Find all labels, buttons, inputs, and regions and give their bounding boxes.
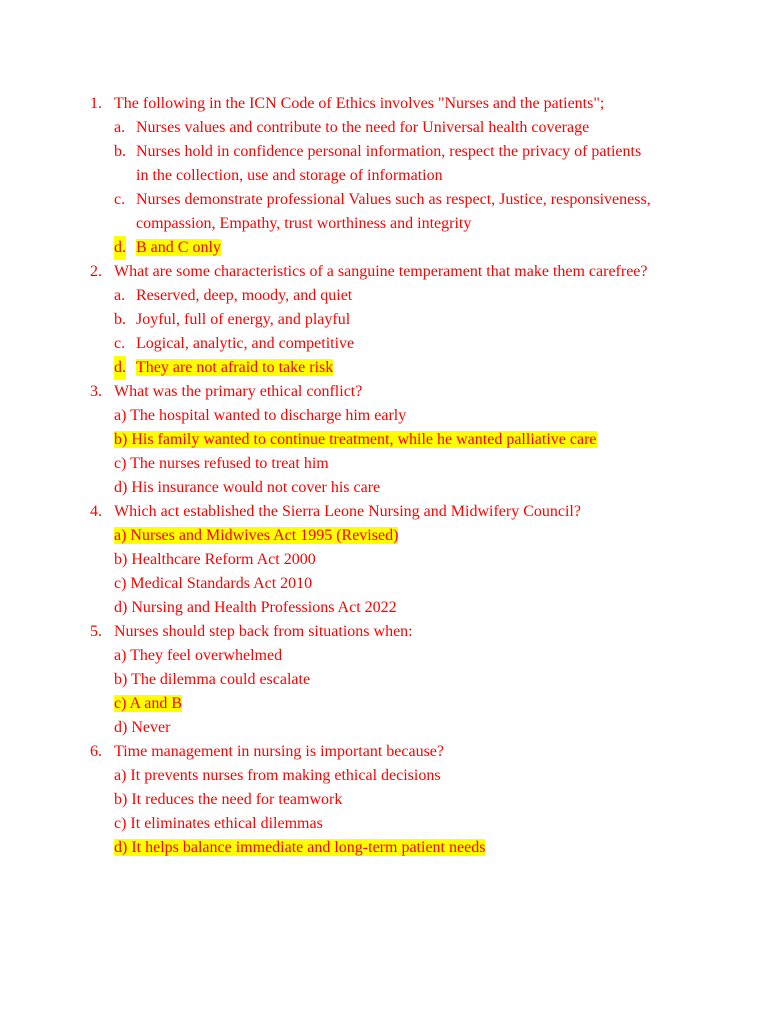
question-2 xyxy=(0,260,674,284)
option-text: b) It reduces the need for teamwork xyxy=(114,791,343,808)
option xyxy=(0,140,656,188)
question-6 xyxy=(0,740,674,764)
option xyxy=(0,452,674,476)
option-answer xyxy=(0,236,656,260)
option-text: d) Nursing and Health Professions Act 2022 xyxy=(114,599,397,616)
option-text: a) They feel overwhelmed xyxy=(114,647,283,664)
question-number: 4. xyxy=(90,503,102,520)
option xyxy=(0,332,656,356)
option xyxy=(0,812,674,836)
question-number: 3. xyxy=(90,383,102,400)
option-text: b) Healthcare Reform Act 2000 xyxy=(114,551,316,568)
option-text: Nurses values and contribute to the need for Universal health coverage xyxy=(136,119,590,136)
option-text: Reserved, deep, moody, and quiet xyxy=(136,287,353,304)
option-text-highlighted: a) Nurses and Midwives Act 1995 (Revised) xyxy=(114,527,399,544)
option-letter: d. xyxy=(114,236,126,260)
option-letter: b. xyxy=(114,143,126,160)
option-text: c) It eliminates ethical dilemmas xyxy=(114,815,323,832)
option-letter: a. xyxy=(114,119,126,136)
question-number: 5. xyxy=(90,623,102,640)
question-number: 6. xyxy=(90,743,102,760)
option-text: d) His insurance would not cover his care xyxy=(114,479,381,496)
option-text-highlighted: b) His family wanted to continue treatment, while he wanted palliative care xyxy=(114,431,597,448)
option-text: Nurses hold in confidence personal information, respect the privacy of patients in the collection, use and storage of information xyxy=(136,143,642,184)
question-4 xyxy=(0,500,674,524)
option-text: Joyful, full of energy, and playful xyxy=(136,311,351,328)
option xyxy=(0,188,656,236)
option xyxy=(0,572,674,596)
option-text: Logical, analytic, and competitive xyxy=(136,335,355,352)
option-letter: b. xyxy=(114,311,126,328)
question-number: 2. xyxy=(90,263,102,280)
option-answer xyxy=(0,356,656,380)
option-letter: c. xyxy=(114,335,126,352)
option-answer xyxy=(0,524,674,548)
question-number: 1. xyxy=(90,95,102,112)
option xyxy=(0,476,674,500)
option-text-highlighted: c) A and B xyxy=(114,695,182,712)
option-text-highlighted: B and C only xyxy=(136,239,221,256)
question-text: The following in the ICN Code of Ethics involves "Nurses and the patients"; xyxy=(114,95,605,112)
question-text: What are some characteristics of a sanguine temperament that make them carefree? xyxy=(114,263,648,280)
option-text: a) The hospital wanted to discharge him early xyxy=(114,407,407,424)
option xyxy=(0,284,656,308)
option xyxy=(0,308,656,332)
question-text: What was the primary ethical conflict? xyxy=(114,383,363,400)
option-text: a) It prevents nurses from making ethical decisions xyxy=(114,767,441,784)
option xyxy=(0,788,674,812)
option-text: Nurses demonstrate professional Values such as respect, Justice, responsiveness, compassion, Empathy, trust worthiness and integrity xyxy=(136,191,651,232)
option-text: c) Medical Standards Act 2010 xyxy=(114,575,313,592)
option xyxy=(0,548,674,572)
option xyxy=(0,116,656,140)
option-letter: c. xyxy=(114,191,126,208)
option-answer xyxy=(0,836,674,860)
option xyxy=(0,596,674,620)
option xyxy=(0,764,674,788)
question-text: Nurses should step back from situations when: xyxy=(114,623,413,640)
question-1 xyxy=(0,92,674,116)
option xyxy=(0,668,674,692)
option xyxy=(0,716,674,740)
option-letter: a. xyxy=(114,287,126,304)
option-answer xyxy=(0,692,674,716)
option-text-highlighted: They are not afraid to take risk xyxy=(136,359,334,376)
question-text: Time management in nursing is important because? xyxy=(114,743,445,760)
option-letter: d. xyxy=(114,356,126,380)
question-text: Which act established the Sierra Leone Nursing and Midwifery Council? xyxy=(114,503,581,520)
option xyxy=(0,644,674,668)
option-answer xyxy=(0,428,674,452)
option-text-highlighted: d) It helps balance immediate and long-term patient needs xyxy=(114,839,486,856)
option-text: c) The nurses refused to treat him xyxy=(114,455,329,472)
option-text: d) Never xyxy=(114,719,171,736)
question-5 xyxy=(0,620,674,644)
option-text: b) The dilemma could escalate xyxy=(114,671,311,688)
document-body xyxy=(0,92,768,860)
option xyxy=(0,404,674,428)
question-3 xyxy=(0,380,674,404)
